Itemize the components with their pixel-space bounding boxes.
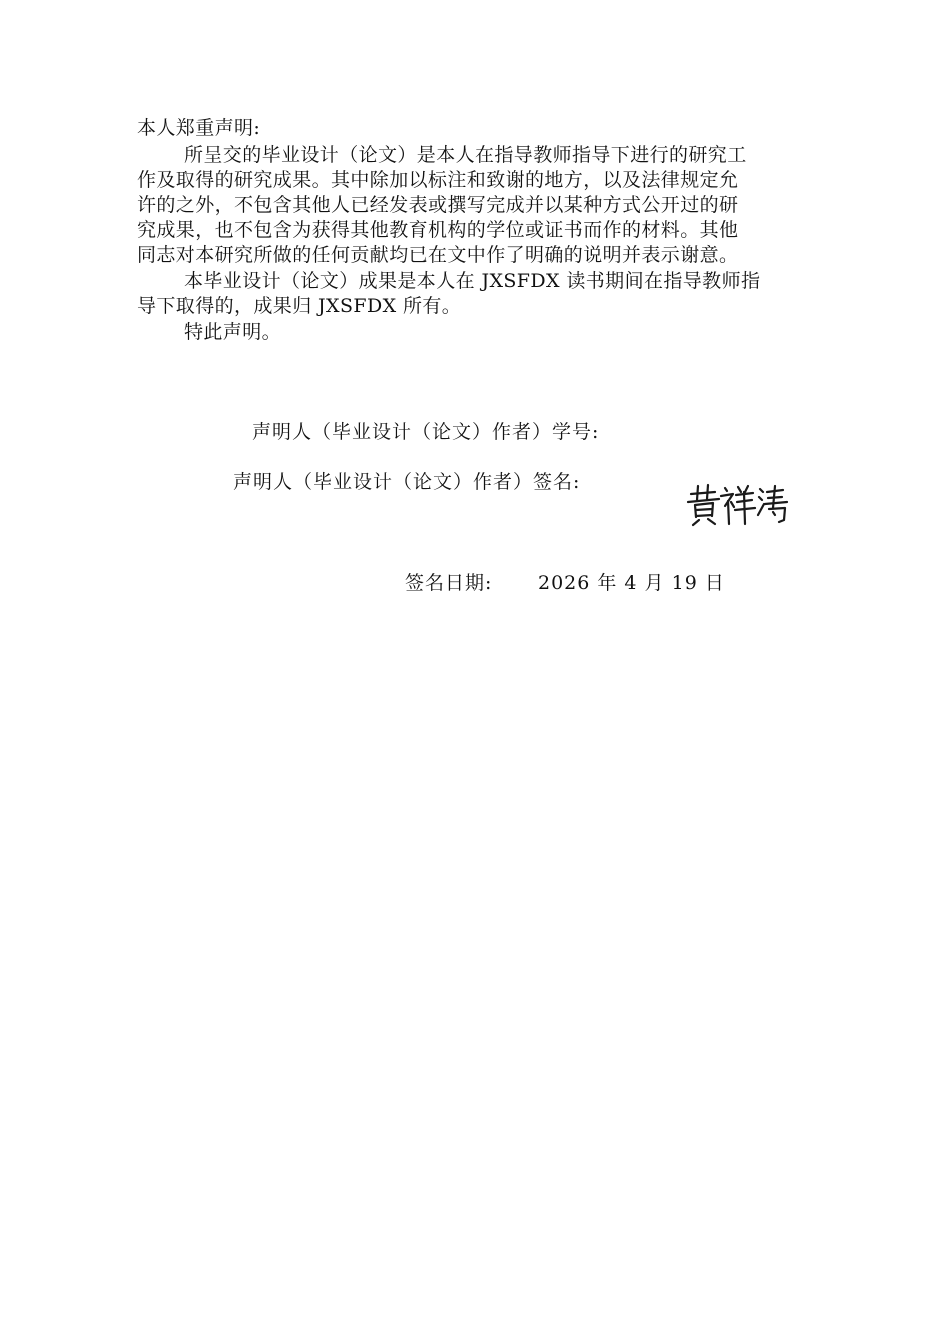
declaration-heading: 本人郑重声明:	[137, 117, 261, 139]
paragraph1-line-5: 同志对本研究所做的任何贡献均已在文中作了明确的说明并表示谢意。	[137, 244, 739, 266]
closing-statement: 特此声明。	[184, 321, 282, 343]
paragraph1-line-2: 作及取得的研究成果。其中除加以标注和致谢的地方，以及法律规定允	[137, 169, 739, 191]
paragraph1-line-1: 所呈交的毕业设计（论文）是本人在指导教师指导下进行的研究工	[184, 144, 747, 166]
student-id-label: 声明人（毕业设计（论文）作者）学号:	[252, 421, 600, 443]
paragraph2-line-1: 本毕业设计（论文）成果是本人在 JXSFDX 读书期间在指导教师指	[184, 270, 761, 292]
signature-label: 声明人（毕业设计（论文）作者）签名:	[233, 471, 581, 493]
paragraph2-line-2: 导下取得的，成果归 JXSFDX 所有。	[137, 295, 462, 317]
date-value: 2026 年 4 月 19 日	[538, 572, 725, 594]
paragraph1-line-3: 许的之外，不包含其他人已经发表或撰写完成并以某种方式公开过的研	[137, 194, 739, 216]
paragraph1-line-4: 究成果，也不包含为获得其他教育机构的学位或证书而作的材料。其他	[137, 219, 739, 241]
date-label: 签名日期:	[405, 572, 493, 594]
handwritten-signature	[685, 480, 790, 528]
